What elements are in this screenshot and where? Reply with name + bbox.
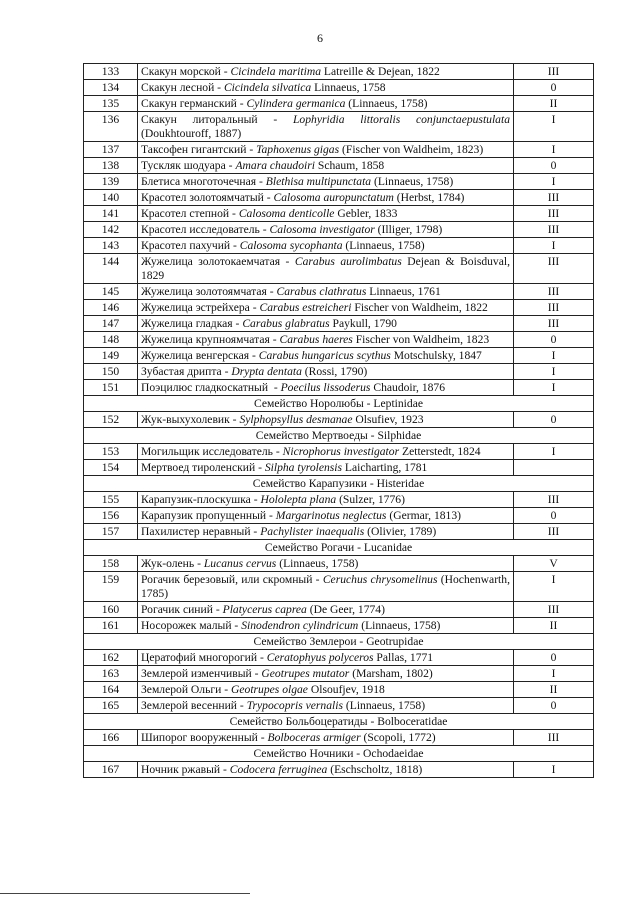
name-separator: -	[231, 619, 242, 632]
name-separator: -	[251, 667, 262, 680]
author-year: (Illiger, 1798)	[374, 223, 443, 236]
latin-name: Cylindera germanica	[246, 97, 346, 110]
latin-name: Drypta dentata	[231, 365, 302, 378]
row-number: 153	[84, 444, 138, 460]
latin-name: Calosoma denticolle	[238, 207, 335, 220]
category-cell: 0	[514, 80, 594, 96]
latin-name: Sinodendron cylindricum	[241, 619, 359, 632]
row-number: 147	[84, 316, 138, 332]
latin-name: Carabus clathratus	[276, 285, 367, 298]
species-name-cell	[138, 412, 514, 428]
name-separator: -	[229, 207, 239, 220]
russian-name: Рогачик синий	[141, 603, 213, 616]
latin-name: Calosoma auropunctatum	[273, 191, 394, 204]
name-separator: -	[220, 763, 230, 776]
name-separator: -	[268, 381, 281, 394]
table-row	[84, 618, 594, 634]
russian-name: Тускляк шодуара	[141, 159, 226, 172]
name-separator: -	[269, 333, 280, 346]
category-cell: III	[514, 64, 594, 80]
name-separator: -	[214, 81, 224, 94]
russian-name: Блетиса многоточечная	[141, 175, 257, 188]
species-name-cell	[138, 602, 514, 618]
table-row	[84, 444, 594, 460]
species-name-cell	[138, 174, 514, 190]
species-name-cell	[138, 142, 514, 158]
category-cell: I	[514, 348, 594, 364]
family-header-row	[84, 746, 594, 762]
author-year: Olsufiev, 1923	[352, 413, 424, 426]
table-row	[84, 730, 594, 746]
table-row	[84, 64, 594, 80]
species-name-cell	[138, 332, 514, 348]
table-row	[84, 190, 594, 206]
author-year: Paykull, 1790	[329, 317, 397, 330]
table-row	[84, 254, 594, 284]
name-separator: -	[232, 317, 243, 330]
category-cell: III	[514, 492, 594, 508]
author-year: (Linnaeus, 1758)	[345, 97, 428, 110]
name-separator: -	[249, 349, 259, 362]
russian-name: Жужелица крупноямчатая	[141, 333, 270, 346]
species-name-cell	[138, 284, 514, 300]
author-year: Pallas, 1771	[373, 651, 434, 664]
table-row	[84, 284, 594, 300]
row-number: 167	[84, 762, 138, 778]
name-separator: -	[221, 365, 232, 378]
species-table	[83, 63, 594, 778]
family-header: Семейство Больбоцератиды - Bolboceratidae	[84, 714, 594, 730]
name-separator: -	[236, 97, 247, 110]
row-number: 157	[84, 524, 138, 540]
russian-name: Жужелица золотоямчатая	[141, 285, 267, 298]
table-row	[84, 602, 594, 618]
table-row	[84, 348, 594, 364]
row-number: 143	[84, 238, 138, 254]
author-year: Fischer von Waldheim, 1822	[351, 301, 488, 314]
species-table-body	[84, 64, 594, 778]
name-separator: -	[249, 301, 260, 314]
family-header: Семейство Ночники - Ochodaeidae	[84, 746, 594, 762]
category-cell: III	[514, 300, 594, 316]
author-year: (Scopoli, 1772)	[360, 731, 436, 744]
row-number: 162	[84, 650, 138, 666]
category-cell: III	[514, 254, 594, 284]
category-cell: II	[514, 618, 594, 634]
name-separator: -	[280, 255, 295, 268]
author-year: (De Geer, 1774)	[306, 603, 385, 616]
latin-name: Calosoma investigator	[269, 223, 375, 236]
latin-name: Taphoxenus gigas	[256, 143, 340, 156]
russian-name: Красотел исследователь	[141, 223, 260, 236]
latin-name: Blethisa multipunctata	[265, 175, 372, 188]
table-row	[84, 508, 594, 524]
russian-name: Ночник ржавый	[141, 763, 221, 776]
name-separator: -	[229, 413, 240, 426]
species-name-cell	[138, 730, 514, 746]
russian-name: Скакун морской	[141, 65, 221, 78]
table-row	[84, 206, 594, 222]
author-year: (Fischer von Waldheim, 1823)	[339, 143, 484, 156]
russian-name: Землерой весенний	[141, 699, 238, 712]
row-number: 136	[84, 112, 138, 142]
category-cell: I	[514, 762, 594, 778]
name-separator: -	[225, 159, 236, 172]
russian-name: Мертвоед тироленский	[141, 461, 256, 474]
category-cell: I	[514, 380, 594, 396]
table-row	[84, 556, 594, 572]
category-cell: III	[514, 524, 594, 540]
table-row	[84, 158, 594, 174]
species-name-cell	[138, 524, 514, 540]
author-year: (Sulzer, 1776)	[336, 493, 405, 506]
russian-name: Карапузик-плоскушка	[141, 493, 251, 506]
russian-name: Рогачик березовый, или скромный	[141, 573, 313, 586]
table-row	[84, 142, 594, 158]
species-name-cell	[138, 762, 514, 778]
latin-name: Carabus glabratus	[242, 317, 330, 330]
species-name-cell	[138, 300, 514, 316]
table-row	[84, 666, 594, 682]
author-year: Linnaeus, 1758	[311, 81, 386, 94]
species-name-cell	[138, 444, 514, 460]
author-year: (Rossi, 1790)	[301, 365, 368, 378]
category-cell	[514, 460, 594, 476]
row-number: 151	[84, 380, 138, 396]
species-name-cell	[138, 698, 514, 714]
name-separator: -	[237, 699, 247, 712]
russian-name: Жужелица золотокаемчатая	[141, 255, 281, 268]
family-header: Семейство Мертвоеды - Silphidae	[84, 428, 594, 444]
russian-name: Скакун лесной	[141, 81, 215, 94]
latin-name: Codocera ferruginea	[229, 763, 328, 776]
row-number: 141	[84, 206, 138, 222]
row-number: 166	[84, 730, 138, 746]
latin-name: Margarinotus neglectus	[275, 509, 387, 522]
latin-name: Hololepta plana	[260, 493, 337, 506]
row-number: 159	[84, 572, 138, 602]
russian-name: Землерой изменчивый	[141, 667, 252, 680]
name-separator: -	[257, 113, 293, 126]
table-row	[84, 492, 594, 508]
species-name-cell	[138, 158, 514, 174]
author-year: (Eschscholtz, 1818)	[327, 763, 423, 776]
name-separator: -	[266, 285, 277, 298]
category-cell: 0	[514, 508, 594, 524]
category-cell: I	[514, 112, 594, 142]
category-cell: III	[514, 222, 594, 238]
row-number: 146	[84, 300, 138, 316]
name-separator: -	[246, 143, 257, 156]
row-number: 137	[84, 142, 138, 158]
table-row	[84, 762, 594, 778]
row-number: 161	[84, 618, 138, 634]
name-separator: -	[312, 573, 323, 586]
row-number: 160	[84, 602, 138, 618]
name-separator: -	[259, 223, 270, 236]
family-header-row	[84, 714, 594, 730]
species-name-cell	[138, 316, 514, 332]
name-separator: -	[272, 445, 283, 458]
species-name-cell	[138, 238, 514, 254]
row-number: 163	[84, 666, 138, 682]
latin-name: Amara chaudoiri	[235, 159, 315, 172]
category-cell: III	[514, 190, 594, 206]
category-cell: III	[514, 730, 594, 746]
author-year: Schaum, 1858	[314, 159, 385, 172]
category-cell: I	[514, 142, 594, 158]
category-cell: 0	[514, 158, 594, 174]
latin-name: Carabus aurolimbatus	[294, 255, 402, 268]
table-row	[84, 96, 594, 112]
russian-name: Шипорог вооруженный	[141, 731, 258, 744]
category-cell: III	[514, 284, 594, 300]
family-header-row	[84, 396, 594, 412]
latin-name: Sylphopsyllus desmanae	[239, 413, 353, 426]
table-row	[84, 412, 594, 428]
latin-name: Bolboceras armiger	[267, 731, 361, 744]
footer-rule	[0, 893, 250, 894]
russian-name: Красотел степной	[141, 207, 230, 220]
latin-name: Ceratophyus polyceros	[266, 651, 374, 664]
latin-name: Ceruchus chrysomelinus	[322, 573, 438, 586]
name-separator: -	[250, 525, 261, 538]
latin-name: Geotrupes olgae	[231, 683, 308, 696]
category-cell: V	[514, 556, 594, 572]
species-name-cell	[138, 64, 514, 80]
name-separator: -	[220, 65, 231, 78]
author-year: (Marsham, 1802)	[349, 667, 433, 680]
species-name-cell	[138, 556, 514, 572]
russian-name: Скакун литоральный	[141, 113, 258, 126]
species-name-cell	[138, 508, 514, 524]
latin-name: Calosoma sycophanta	[239, 239, 343, 252]
russian-name: Землерой Ольги	[141, 683, 222, 696]
table-row	[84, 238, 594, 254]
row-number: 149	[84, 348, 138, 364]
author-year: (Hochenwarth, 1785)	[141, 573, 510, 600]
species-name-cell	[138, 348, 514, 364]
name-separator: -	[255, 461, 265, 474]
family-header-row	[84, 540, 594, 556]
name-separator: -	[230, 239, 240, 252]
row-number: 144	[84, 254, 138, 284]
russian-name: Красотел пахучий	[141, 239, 231, 252]
species-name-cell	[138, 492, 514, 508]
row-number: 133	[84, 64, 138, 80]
category-cell: II	[514, 96, 594, 112]
table-row	[84, 112, 594, 142]
category-cell: III	[514, 316, 594, 332]
author-year: (Herbst, 1784)	[393, 191, 465, 204]
category-cell: II	[514, 682, 594, 698]
species-name-cell	[138, 682, 514, 698]
author-year: Motschulsky, 1847	[390, 349, 482, 362]
latin-name: Carabus estreicheri	[259, 301, 352, 314]
species-name-cell	[138, 666, 514, 682]
table-row	[84, 364, 594, 380]
russian-name: Зубастая дрипта	[141, 365, 222, 378]
table-row	[84, 698, 594, 714]
species-name-cell	[138, 364, 514, 380]
table-row	[84, 80, 594, 96]
category-cell: 0	[514, 650, 594, 666]
row-number: 134	[84, 80, 138, 96]
author-year: Zetterstedt, 1824	[399, 445, 481, 458]
name-separator: -	[263, 191, 274, 204]
category-cell: I	[514, 174, 594, 190]
species-name-cell	[138, 650, 514, 666]
species-name-cell	[138, 96, 514, 112]
species-name-cell	[138, 618, 514, 634]
russian-name: Жужелица венгерская	[141, 349, 250, 362]
row-number: 156	[84, 508, 138, 524]
table-row	[84, 572, 594, 602]
latin-name: Carabus haeres	[279, 333, 353, 346]
row-number: 139	[84, 174, 138, 190]
latin-name: Geotrupes mutator	[261, 667, 350, 680]
page-number: 6	[317, 31, 323, 45]
table-row	[84, 174, 594, 190]
author-year: Chaudoir, 1876	[370, 381, 446, 394]
table-row	[84, 380, 594, 396]
table-row	[84, 316, 594, 332]
family-header: Семейство Карапузики - Histeridae	[84, 476, 594, 492]
table-row	[84, 682, 594, 698]
name-separator: -	[257, 651, 267, 664]
latin-name: Lophyridia littoralis conjunctaepustulata	[292, 113, 510, 126]
author-year: (Linnaeus, 1758)	[342, 699, 426, 712]
author-year: Laicharting, 1781	[342, 461, 428, 474]
author-year: Linnaeus, 1761	[366, 285, 441, 298]
russian-name: Пахилистер неравный	[141, 525, 251, 538]
author-year: (Olivier, 1789)	[364, 525, 437, 538]
category-cell: I	[514, 666, 594, 682]
species-name-cell	[138, 254, 514, 284]
table-row	[84, 524, 594, 540]
category-cell: 0	[514, 698, 594, 714]
category-cell: 0	[514, 332, 594, 348]
row-number: 140	[84, 190, 138, 206]
author-year: Latreille & Dejean, 1822	[321, 65, 440, 78]
species-name-cell	[138, 80, 514, 96]
author-year: Dejean & Boisduval, 1829	[141, 255, 510, 282]
name-separator: -	[212, 603, 223, 616]
table-row	[84, 222, 594, 238]
russian-name: Могильщик исследователь	[141, 445, 273, 458]
russian-name: Поэцилюс гладкоскатный	[141, 381, 269, 394]
name-separator: -	[250, 493, 261, 506]
author-year: Olsoufjev, 1918	[307, 683, 385, 696]
name-separator: -	[266, 509, 276, 522]
category-cell: I	[514, 238, 594, 254]
species-name-cell	[138, 112, 514, 142]
species-name-cell	[138, 460, 514, 476]
family-header-row	[84, 476, 594, 492]
latin-name: Platycerus caprea	[222, 603, 307, 616]
row-number: 154	[84, 460, 138, 476]
row-number: 148	[84, 332, 138, 348]
category-cell: III	[514, 602, 594, 618]
category-cell: 0	[514, 412, 594, 428]
row-number: 165	[84, 698, 138, 714]
species-name-cell	[138, 380, 514, 396]
row-number: 145	[84, 284, 138, 300]
russian-name: Карапузик пропущенный	[141, 509, 267, 522]
russian-name: Таксофен гигантский	[141, 143, 247, 156]
name-separator: -	[256, 175, 266, 188]
author-year: (Linnaeus, 1758)	[276, 557, 359, 570]
table-row	[84, 460, 594, 476]
russian-name: Красотел золотоямчатый	[141, 191, 264, 204]
author-year: (Linnaeus, 1758)	[342, 239, 425, 252]
family-header: Семейство Норолюбы - Leptinidae	[84, 396, 594, 412]
russian-name: Носорожек малый	[141, 619, 232, 632]
russian-name: Скакун германский	[141, 97, 237, 110]
row-number: 164	[84, 682, 138, 698]
row-number: 155	[84, 492, 138, 508]
name-separator: -	[221, 683, 231, 696]
author-year: (Linnaeus, 1758)	[371, 175, 454, 188]
latin-name: Trypocopris vernalis	[246, 699, 343, 712]
author-year: Gebler, 1833	[334, 207, 398, 220]
row-number: 150	[84, 364, 138, 380]
row-number: 135	[84, 96, 138, 112]
table-row	[84, 650, 594, 666]
category-cell: I	[514, 444, 594, 460]
latin-name: Nicrophorus investigator	[282, 445, 400, 458]
author-year: (Germar, 1813)	[386, 509, 461, 522]
species-name-cell	[138, 206, 514, 222]
row-number: 158	[84, 556, 138, 572]
species-name-cell	[138, 572, 514, 602]
species-name-cell	[138, 190, 514, 206]
family-header: Семейство Рогачи - Lucanidae	[84, 540, 594, 556]
family-header-row	[84, 634, 594, 650]
table-row	[84, 332, 594, 348]
row-number: 142	[84, 222, 138, 238]
latin-name: Pachylister inaequalis	[260, 525, 365, 538]
row-number: 152	[84, 412, 138, 428]
table-row	[84, 300, 594, 316]
latin-name: Cicindela maritima	[230, 65, 321, 78]
author-year: Fischer von Waldheim, 1823	[352, 333, 490, 346]
family-header: Семейство Землерои - Geotrupidae	[84, 634, 594, 650]
latin-name: Lucanus cervus	[203, 557, 277, 570]
latin-name: Carabus hungaricus scythus	[258, 349, 391, 362]
russian-name: Жук-выхухолевик	[141, 413, 230, 426]
category-cell: I	[514, 364, 594, 380]
russian-name: Жук-олень	[141, 557, 195, 570]
name-separator: -	[257, 731, 268, 744]
latin-name: Cicindela silvatica	[223, 81, 312, 94]
author-year: (Linnaeus, 1758)	[358, 619, 441, 632]
latin-name: Poecilus lissoderus	[280, 381, 371, 394]
category-cell: III	[514, 206, 594, 222]
russian-name: Жужелица гладкая	[141, 317, 233, 330]
russian-name: Цератофий многорогий	[141, 651, 258, 664]
latin-name: Silpha tyrolensis	[264, 461, 343, 474]
name-separator: -	[194, 557, 204, 570]
author-year: (Doukhtouroff, 1887)	[141, 127, 242, 140]
category-cell: I	[514, 572, 594, 602]
russian-name: Жужелица эстрейхера	[141, 301, 250, 314]
species-name-cell	[138, 222, 514, 238]
family-header-row	[84, 428, 594, 444]
row-number: 138	[84, 158, 138, 174]
